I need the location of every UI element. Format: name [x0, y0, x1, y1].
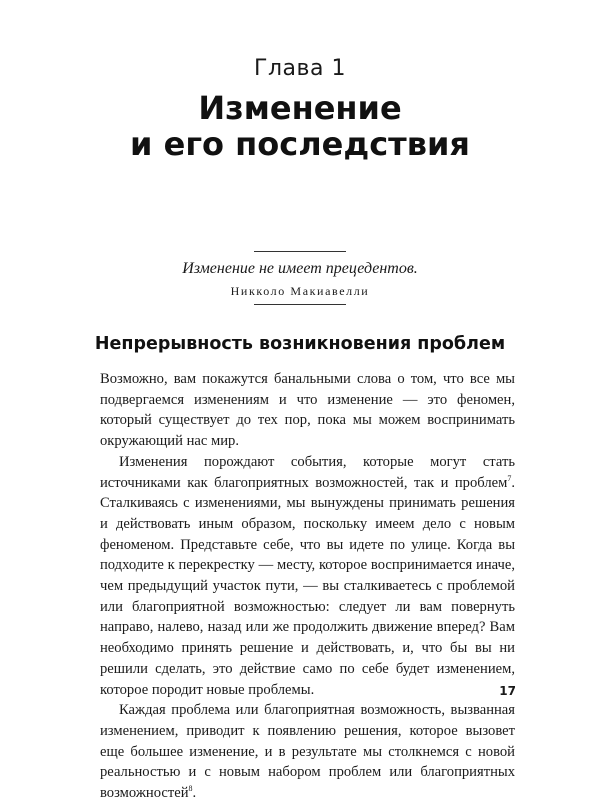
epigraph-quote: Изменение не имеет прецедентов.: [182, 260, 418, 277]
paragraph-3: [100, 700, 515, 804]
epigraph-author: Никколо Макиавелли: [230, 284, 370, 298]
chapter-label: Глава 1: [254, 56, 346, 81]
chapter-title: [0, 90, 600, 162]
epigraph-bottom-rule: [254, 304, 346, 305]
paragraph-2: [100, 452, 515, 700]
epigraph-top-rule: [254, 251, 346, 252]
paragraph-1-text: Возможно, вам покажутся банальными слова о том, что все мы подвергаемся изменениям и что изменение — это феномен, который существует до тех пор, пока мы можем воспринимать окружающий нас мир.: [100, 371, 515, 450]
section-heading: Непрерывность возникновения проблем: [94, 334, 506, 354]
paragraph-3-text-a: Каждая проблема или благоприятная возможность, вызванная изменением, приводит к появлению решения, которое вызовет еще большее изменение, и в результате мы столкнемся с новой реальностью и с новым набором проблем или благоприятных возможностей: [100, 702, 515, 802]
paragraph-2-text-a: Изменения порождают события, которые могут стать источниками как благоприятных возможностей, так и проблем: [100, 453, 515, 491]
paragraph-1: [100, 369, 515, 452]
paragraph-3-text-b: .: [192, 785, 197, 802]
footnote-ref-7[interactable]: 7: [507, 473, 512, 483]
paragraph-2-text-b: . Сталкиваясь с изменениями, мы вынуждены принимать решения и действовать иным образом, поскольку имеем дело с новым феноменом. Представьте себе, что вы идете по улице. Когда вы подходите к перекрестку — месту, которое воспринимается иначе, чем предыдущий участок пути, — вы сталкиваетесь с проблемой или благоприятной возможностью: следует ли вам повернуть направо, налево, назад или же продолжить движение вперед? Вам необходимо принять решение и действовать, и, что бы вы ни решили сделать, это действие само по себе будет изменением, которое породит новые проблемы.: [100, 474, 515, 698]
chapter-title-line-1: Изменение: [198, 89, 402, 127]
footnote-ref-8[interactable]: 8: [188, 784, 193, 794]
chapter-title-line-2: и его последствия: [130, 125, 470, 163]
page-number: 17: [499, 684, 516, 698]
body-text: [100, 369, 515, 804]
